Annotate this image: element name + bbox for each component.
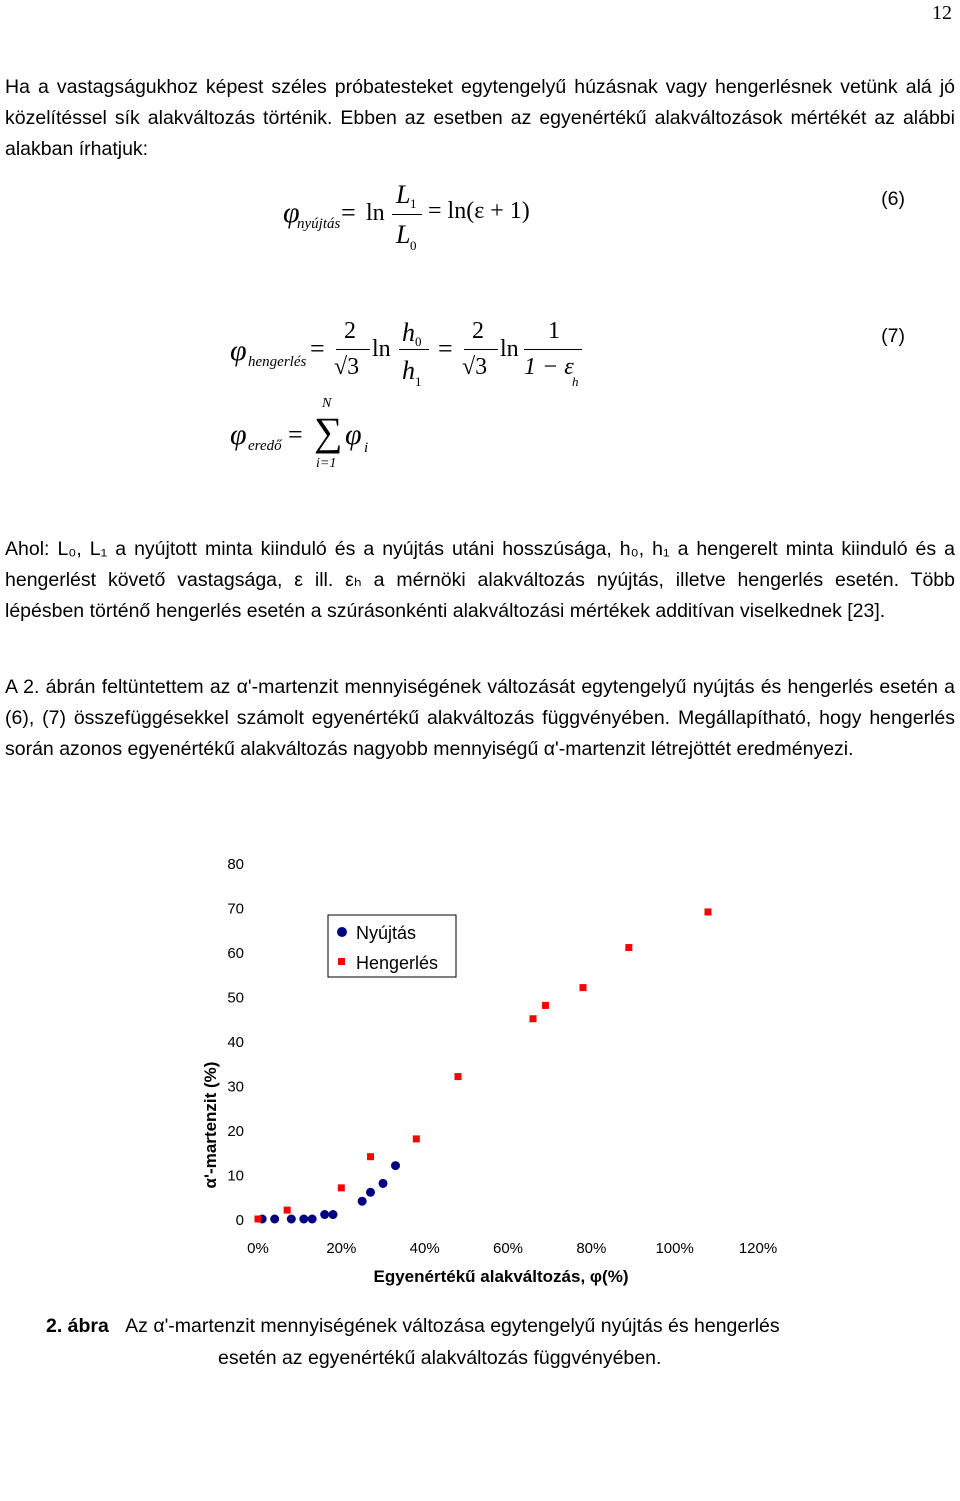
hengerles-data-point (338, 1184, 345, 1191)
hengerles-data-point (530, 1015, 537, 1022)
eq7-sqrt3: √3 (334, 354, 360, 380)
y-tick-label: 30 (227, 1078, 244, 1096)
nyujtas-data-point (329, 1210, 338, 1219)
eq6-equals: = (341, 198, 356, 227)
sum-lower-limit: i=1 (316, 456, 337, 471)
y-tick-label: 60 (227, 945, 244, 962)
x-tick-label: 40% (409, 1240, 440, 1257)
eq6-denominator-sub: 0 (410, 238, 417, 253)
equation-7-number: (7) (881, 325, 905, 347)
x-tick-labels (247, 1240, 777, 1257)
eq6-denominator: L (396, 220, 411, 249)
eq6-numerator-sub: 1 (410, 196, 417, 211)
sum-subscript: eredő (248, 438, 282, 454)
y-tick-labels (227, 856, 244, 1229)
y-tick-label: 70 (227, 900, 244, 918)
y-axis-label: α'-martenzit (%) (201, 1061, 220, 1189)
legend-marker-hengerles (338, 958, 345, 965)
definitions-paragraph: Ahol: L₀, L₁ a nyújtott minta kiinduló és a nyújtás utáni hosszúsága, h₀, h₁ a hengerelt minta kiinduló és a hengerlést követő vastagsága, ε ill. εₕ a mérnöki alakváltozás nyújtás, illetve hengerlés esetén. Több lépésben történő hengerlés esetén a szúrásonkénti alakváltozási mértékek additívan viselkednek [23]. (5, 538, 955, 622)
sum-term-sub: i (364, 440, 369, 456)
nyujtas-data-point (320, 1210, 329, 1219)
eq7-h1-sub: 1 (415, 374, 422, 389)
legend (328, 915, 456, 977)
hengerles-data-point (367, 1153, 374, 1160)
equation-sum (0, 0, 960, 500)
caption-text-1: Az α'-martenzit mennyiségének változása egytengelyű nyújtás és hengerlés (125, 1315, 780, 1337)
sum-sigma: ∑ (314, 409, 343, 454)
eq7-equals-2: = (438, 334, 453, 363)
x-tick-label: 100% (655, 1240, 694, 1257)
hengerles-data-point (705, 908, 712, 915)
eq7-h0: h (402, 318, 415, 347)
eq6-rhs: = ln(ε + 1) (428, 198, 530, 224)
caption-line-2: esetén az egyenértékű alakváltozás függvényében. (218, 1347, 662, 1369)
nyujtas-data-point (391, 1161, 400, 1170)
sum-phi: φ (230, 418, 247, 451)
eq6-ln: ln (366, 200, 385, 226)
eq7-eps-sub: h (572, 374, 579, 389)
sum-equals: = (288, 420, 303, 449)
nyujtas-data-point (358, 1197, 367, 1206)
equation-6-number: (6) (881, 188, 905, 210)
x-tick-label: 0% (247, 1240, 269, 1257)
hengerles-data-point (255, 1216, 262, 1223)
page-number: 12 (932, 2, 952, 24)
y-tick-label: 10 (227, 1167, 244, 1185)
nyujtas-data-point (270, 1215, 279, 1224)
y-tick-label: 80 (227, 856, 244, 873)
eq7-ln: ln (372, 336, 391, 362)
intro-paragraph: Ha a vastagságukhoz képest széles próbatesteket egytengelyű húzásnak vagy hengerlésnek vetünk alá jó közelítéssel sík alakváltozás történik. Ebben az esetben az egyenértékű alakváltozások mértékét az alábbi alakban írhatjuk: (5, 76, 955, 160)
hengerles-data-point (455, 1073, 462, 1080)
x-tick-label: 60% (492, 1240, 524, 1257)
eq6-numerator: L (396, 180, 411, 209)
y-tick-label: 0 (235, 1212, 244, 1229)
legend-marker-nyujtas (337, 927, 347, 937)
eq7-two-2: 2 (472, 318, 484, 344)
hengerles-data-point (413, 1135, 420, 1142)
hengerles-data-point (284, 1207, 291, 1214)
x-axis-label: Egyenértékű alakváltozás, φ(%) (373, 1267, 629, 1286)
y-tick-label: 40 (227, 1034, 244, 1051)
x-tick-label: 20% (326, 1240, 357, 1257)
eq7-one: 1 (548, 318, 560, 344)
eq6-phi: φ (283, 196, 300, 229)
legend-label-nyujtas: Nyújtás (356, 923, 417, 943)
eq7-h0-sub: 0 (415, 334, 422, 349)
eq7-h1: h (402, 356, 415, 385)
nyujtas-data-point (379, 1179, 388, 1188)
caption-label: 2. ábra (46, 1315, 109, 1337)
eq7-denominator: 1 − ε (524, 354, 574, 380)
caption-line-1 (46, 1310, 926, 1342)
data-points (255, 908, 712, 1223)
eq7-equals: = (310, 334, 325, 363)
eq7-phi: φ (230, 334, 247, 367)
nyujtas-data-point (308, 1215, 317, 1224)
y-tick-label: 50 (227, 989, 244, 1007)
nyujtas-data-point (287, 1215, 296, 1224)
nyujtas-data-point (299, 1215, 308, 1224)
y-tick-label: 20 (227, 1123, 244, 1140)
hengerles-data-point (542, 1002, 549, 1009)
eq6-subscript: nyújtás (297, 216, 341, 232)
legend-label-hengerles: Hengerlés (356, 953, 439, 973)
x-tick-label: 80% (576, 1240, 607, 1257)
hengerles-data-point (625, 944, 632, 951)
x-tick-label: 120% (738, 1240, 778, 1257)
martensite-chart (0, 856, 960, 1300)
eq7-sqrt3-2: √3 (462, 354, 488, 380)
figure-caption (46, 1310, 926, 1374)
eq7-two: 2 (344, 318, 356, 344)
eq7-ln-2: ln (500, 336, 519, 362)
figure-reference-paragraph: A 2. ábrán feltüntettem az α'-martenzit mennyiségének változását egytengelyű nyújtás és hengerlés esetén a (6), (7) összefüggésekkel számolt egyenértékű alakváltozás függvényében. Megállapítható, hogy hengerlés során azonos egyenértékű alakváltozás nagyobb mennyiségű α'-martenzit létrejöttét eredményezi. (5, 676, 955, 760)
nyujtas-data-point (366, 1188, 375, 1197)
eq7-subscript: hengerlés (248, 354, 307, 370)
sum-upper-limit: N (322, 396, 332, 411)
hengerles-data-point (580, 984, 587, 991)
sum-term: φ (345, 418, 362, 451)
